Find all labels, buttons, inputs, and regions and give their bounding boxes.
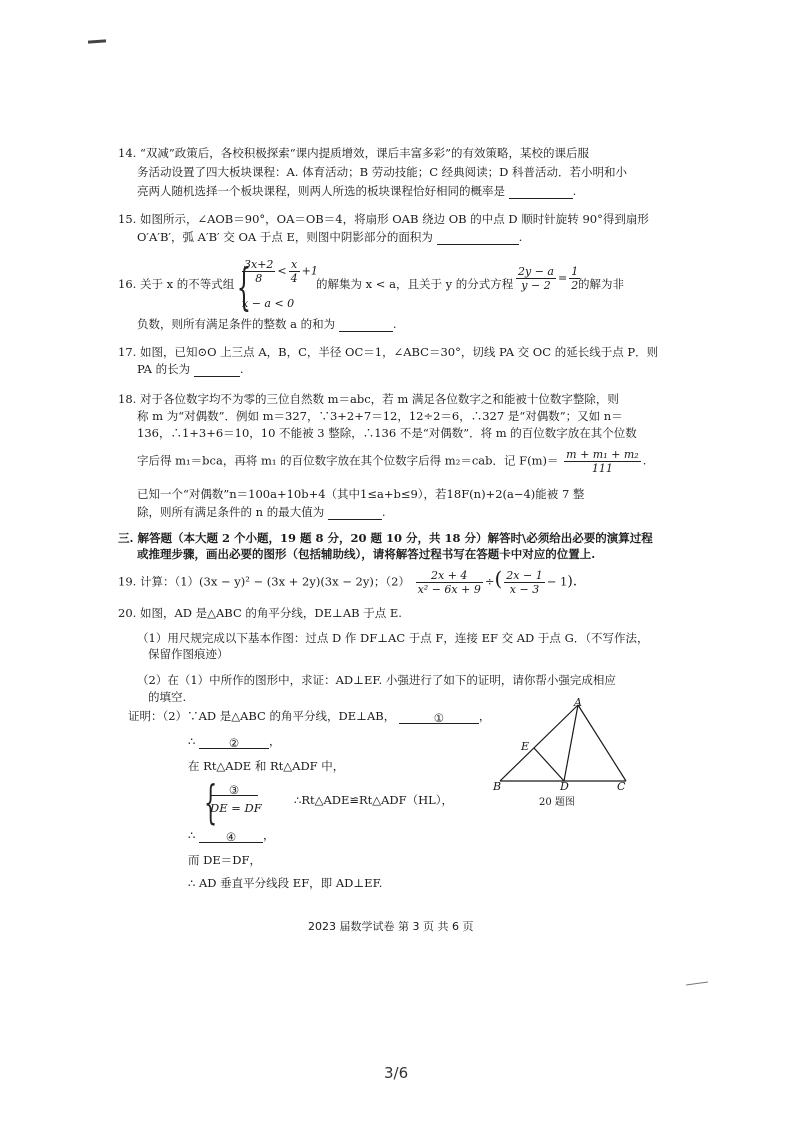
q15-line2: O′A′B′，弧 A′B′ 交 OA 于点 E，则图中阴影部分的面积为 . (137, 230, 523, 244)
q16-top-num2: x (289, 258, 300, 272)
q18-answer-blank[interactable] (328, 507, 382, 520)
q14-line2: 务活动设置了四大板块课程：A. 体育活动；B 劳动技能；C 经典阅读；D 科普活动．若小明和小 (137, 165, 628, 179)
q20-blank-4[interactable] (199, 830, 263, 843)
q20-blank-2-label: ② (228, 736, 240, 750)
q14-answer-blank[interactable] (509, 186, 573, 199)
q20-therefore-4: ∴ (188, 828, 196, 842)
q20-blank-3-label: ③ (228, 783, 240, 797)
q16-top-lt: < (277, 264, 287, 278)
section3-line2: 或推理步骤，画出必要的图形（包括辅助线），请将解答过程书写在答题卡中对应的位置上. (137, 547, 596, 561)
q16-eq-den: y − 2 (521, 279, 551, 292)
label-c: C (617, 780, 626, 793)
q20-blank-4-label: ④ (225, 830, 237, 844)
q16-system-top (240, 258, 318, 285)
q18-line3: 136，∴1+3+6＝10，10 不能被 3 整除，∴136 不是“对偶数”．将 m 的百位数字放在其个位数 (137, 426, 637, 440)
q20-proof-line1: 证明：（2）∵AD 是△ABC 的角平分线，DE⊥AB， ① ， (128, 709, 491, 725)
section3-line1: 三. 解答题（本大题 2 个小题，19 题 8 分，20 题 10 分，共 18 分）解答时\必须给出必要的演算过程 (118, 531, 653, 545)
q18-line5: 已知一个“对偶数”n＝100a+10b+4（其中1≤a+b≤9），若18F(n)+2(a−4)能被 7 整 (137, 487, 585, 501)
q19-lead: 19. 计算：（1）(3x − y)² − (3x + 2y)(3x − 2y)；（2） (118, 574, 410, 589)
side-ac (578, 705, 626, 781)
q19-frac1-num: 2x + 4 (416, 569, 483, 583)
q18-fraction (564, 448, 641, 475)
q14-line3-text: 亮两人随机选择一个板块课程，则两人所选的板块课程恰好相同的概率是 (137, 184, 505, 198)
q16-eq-num: 2y − a (518, 265, 554, 278)
q20-proof-line4: ∴ ④ ， (188, 828, 275, 844)
q17-line2-text: PA 的长为 (137, 362, 191, 376)
q16-eq-eq: = (557, 271, 568, 285)
q20-system-bottom: DE = DF (210, 801, 262, 815)
q20-proof-line2: ∴ ② ， (188, 734, 281, 750)
q20-proof1-text: 证明：（2）∵AD 是△ABC 的角平分线，DE⊥AB， (128, 709, 396, 723)
q15-answer-blank[interactable] (437, 232, 519, 245)
scan-mark-top-left (88, 39, 106, 43)
label-a: A (574, 696, 582, 709)
q16-eq-rhs-den: 2 (571, 279, 579, 292)
q18-frac-den: 111 (591, 462, 613, 475)
q20-system-brace: { (204, 775, 218, 829)
page-number: 3/6 (384, 1064, 409, 1082)
q18-frac-num: m + m₁ + m₂ (566, 448, 639, 461)
q19-frac1 (416, 569, 483, 596)
q20-blank-2[interactable] (199, 736, 269, 749)
q20-in-rt: 在 Rt△ADE 和 Rt△ADF 中， (188, 759, 345, 773)
q16-system-brace: { (236, 258, 252, 316)
q20-part2-b: 的填空. (148, 690, 187, 704)
q19-minus-one: − 1 (546, 574, 568, 589)
q20-system-top (210, 781, 258, 796)
q20-line1: 20. 如图，AD 是△ABC 的角平分线，DE⊥AB 于点 E. (118, 606, 402, 620)
q18-line4: 字后得 m₁＝bca，再将 m₁ 的百位数字放在其个位数字后得 m₂＝cab．记 F(m)＝ $\frac{\text{m + m₁ + m₂}}{111}$ . (137, 448, 647, 475)
q16-top-den: 8 (255, 272, 263, 285)
label-b: B (493, 780, 502, 793)
q16-tail: 的解为非 (578, 277, 624, 291)
q20-blank-3[interactable] (210, 783, 258, 796)
q15-line1: 15. 如图所示，∠AOB＝90°，OA＝OB＝4，将扇形 OAB 绕边 OB 的中点 D 顺时针旋转 90°得到扇形 (118, 212, 649, 226)
q20-congruent: ∴Rt△ADE≌Rt△ADF（HL）， (294, 793, 454, 807)
page-footer: 2023 届数学试卷 第 3 页 共 6 页 (308, 920, 474, 933)
q18-line6: 除，则所有满足条件的 n 的最大值为 . (137, 505, 386, 519)
q19-paren-close: ). (567, 573, 578, 590)
q16-answer-blank[interactable] (339, 319, 393, 332)
q19-frac2-den: x − 3 (509, 583, 540, 596)
q18-line4-text: 字后得 m₁＝bca，再将 m₁ 的百位数字放在其个位数字后得 m₂＝cab．记 F(m)＝ (137, 453, 559, 468)
q20-part1-b: 保留作图痕迹） (148, 647, 229, 661)
q19-div: ÷ (484, 574, 495, 589)
q19-frac2 (504, 569, 544, 596)
q20-blank-1-label: ① (433, 711, 445, 725)
q16-top-tail: +1 (301, 264, 318, 278)
q20-and: 而 DE＝DF， (188, 853, 261, 867)
q19 (118, 566, 578, 596)
q18-line1: 18. 对于各位数字均不为零的三位自然数 m＝abc，若 m 满足各位数字之和能被十位数字整除，则 (118, 392, 619, 406)
q16-lead: 16. 关于 x 的不等式组 (118, 277, 235, 291)
q16-line2-text: 负数，则所有满足条件的整数 a 的和为 (137, 317, 336, 331)
segment-de (534, 748, 564, 781)
q16-top-den2: 4 (290, 272, 298, 285)
q14-line3: 亮两人随机选择一个板块课程，则两人所选的板块课程恰好相同的概率是 . (137, 184, 577, 198)
q17-answer-blank[interactable] (194, 364, 240, 377)
q20-therefore-2: ∴ (188, 734, 196, 748)
q20-part2-a: （2）在（1）中所作的图形中，求证：AD⊥EF. 小强进行了如下的证明，请你帮小强完成相应 (137, 673, 616, 687)
label-d: D (560, 780, 569, 793)
label-e: E (521, 740, 530, 753)
q15-line2-text: O′A′B′，弧 A′B′ 交 OA 于点 E，则图中阴影部分的面积为 (137, 230, 433, 244)
q18-line6-text: 除，则所有满足条件的 n 的最大值为 (137, 505, 325, 519)
q20-part1-a: （1）用尺规完成以下基本作图：过点 D 作 DF⊥AC 于点 F，连接 EF 交 AD 于点 G．（不写作法， (137, 631, 649, 645)
q19-frac2-num: 2x − 1 (506, 569, 543, 582)
q17-line2: PA 的长为 . (137, 362, 244, 376)
q16-fraction-eq (514, 265, 582, 292)
q18-line2: 称 m 为“对偶数”．例如 m＝327，∵3+2+7＝12，12÷2＝6，∴327 是“对偶数”；又如 n＝ (137, 409, 623, 423)
figure-caption: 20 题图 (539, 797, 575, 808)
q14-line1: 14. “双减”政策后，各校积极探索“课内提质增效，课后丰富多彩”的有效策略，某校的课后服 (118, 146, 589, 160)
q19-paren-open: ( (494, 566, 503, 591)
q19-frac1-den: x² − 6x + 9 (417, 583, 481, 596)
q16-mid: 的解集为 x < a，且关于 y 的分式方程 (316, 277, 514, 291)
q16-system-bottom: x − a < 0 (242, 297, 295, 310)
scan-mark-right (686, 981, 708, 985)
q20-conclusion: ∴ AD 垂直平分线段 EF，即 AD⊥EF. (188, 876, 383, 890)
q16-line2: 负数，则所有满足条件的整数 a 的和为 . (137, 317, 397, 331)
q16-top-num: 3x+2 (244, 258, 274, 271)
q17-line1: 17. 如图，已知⊙O 上三点 A，B，C，半径 OC＝1，∠ABC＝30°，切线 PA 交 OC 的延长线于点 P．则 (118, 345, 659, 359)
q16-eq-rhs-num: 1 (571, 265, 579, 278)
q20-blank-1[interactable] (399, 711, 479, 724)
